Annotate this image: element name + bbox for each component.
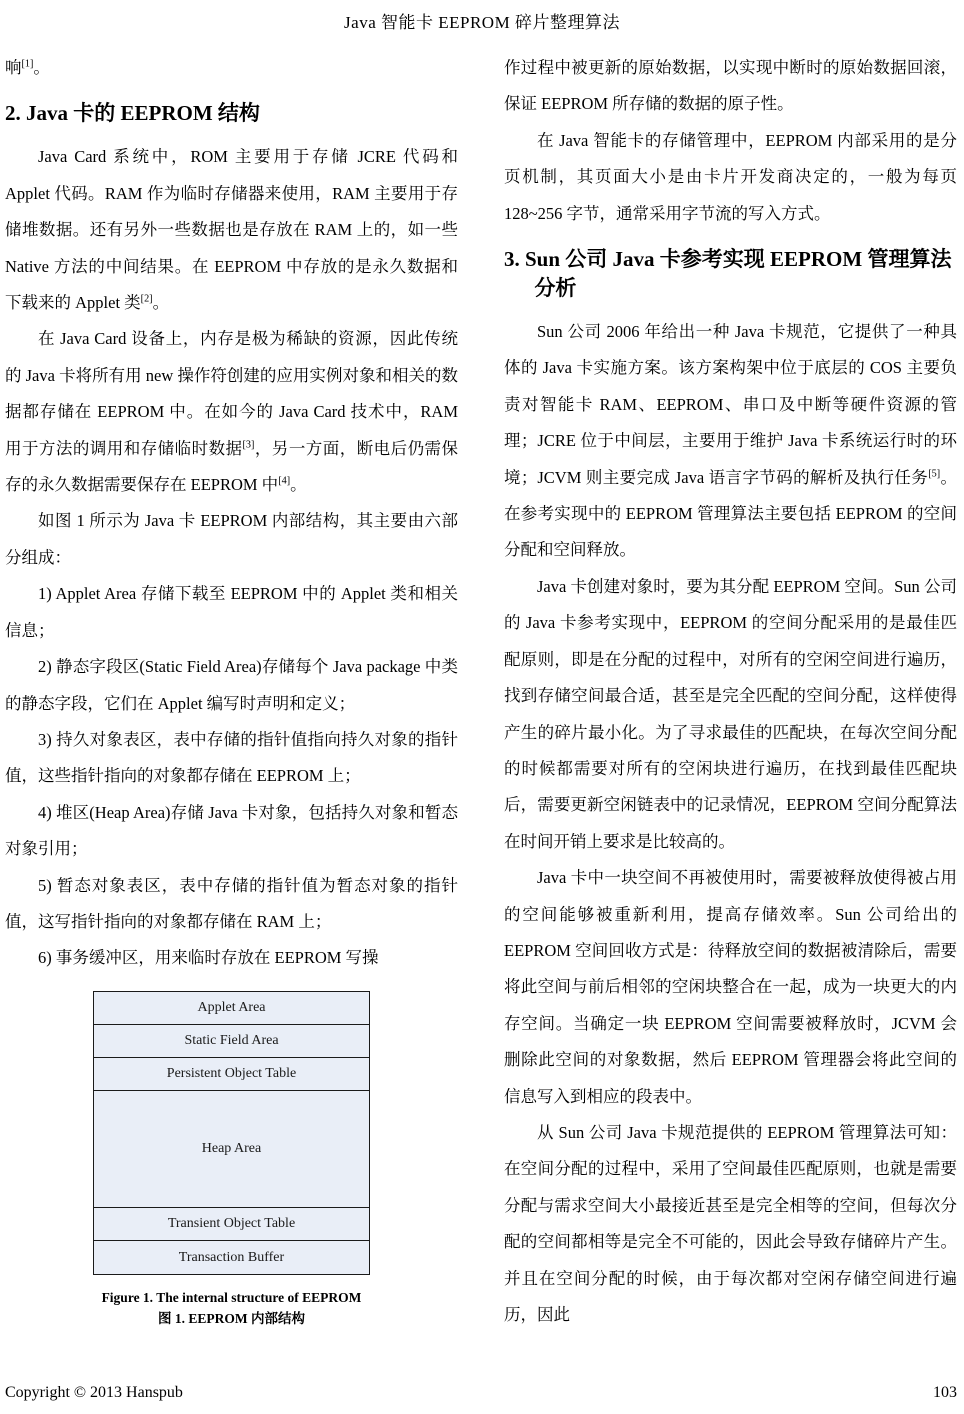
list-item: 2) 静态字段区(Static Field Area)存储每个 Java package 中类的静态字段，它们在 Applet 编写时声明和定义； [5,657,458,713]
paragraph: 从 Sun 公司 Java 卡规范提供的 EEPROM 管理算法可知：在空间分配的过程中，采用了空间最佳匹配原则，也就是需要分配与需求空间大小最接近甚至是完全相等的空间，但每次分配的空间都相等是完全不可能的，因此会导致存储碎片产生。并且在空间分配的时候，由于每次都对空闲存储空间进行遍历，因此 [504,1122,957,1324]
list-item: 4) 堆区(Heap Area)存储 Java 卡对象，包括持久对象和暂态对象引用； [5,802,458,859]
page-number: 103 [933,1384,957,1401]
paragraph: 在 Java Card 设备上，内存是极为稀缺的资源，因此传统的 Java 卡将所有用 new 操作符创建的应用实例对象和相关的数据都存储在 EEPROM 中。在如今的 Java Card 技术中，RAM 用于方法的调用和存储临时数据[3]，另一方面，断电后仍需保存的永久数据需要保存在 EEPROM 中[4]。 [5,329,459,495]
figure-row-transient-object-table: Transient Object Table [94,1208,369,1241]
list-item: 1) Applet Area 存储下载至 EEPROM 中的 Applet 类和相关信息； [5,584,458,640]
figure-row-persistent-object-table: Persistent Object Table [94,1058,369,1091]
figure-row-heap-area: Heap Area [94,1091,369,1208]
figure-row-static-field-area: Static Field Area [94,1025,369,1058]
copyright-text: Copyright © 2013 Hanspub [5,1384,183,1401]
figure-caption-chinese: 图 1. EEPROM 内部结构 [158,1310,305,1326]
list-item: 5) 暂态对象表区，表中存储的指针值为暂态对象的指针值，这写指针指向的对象都存储在 RAM 上； [5,875,458,931]
section-2-heading: 2. Java 卡的 EEPROM 结构 [5,101,260,126]
two-column-body [5,50,957,1333]
left-column [5,50,458,1333]
figure-1 [5,991,458,1329]
paragraph: 在 Java 智能卡的存储管理中，EEPROM 内部采用的是分页机制，其页面大小是由卡片开发商决定的，一般为每页 128~256 字节，通常采用字节流的写入方式。 [504,130,957,223]
page-title: Java 智能卡 EEPROM 碎片整理算法 [344,13,620,32]
paragraph: Java 卡创建对象时，要为其分配 EEPROM 空间。Sun 公司的 Java 卡参考实现中，EEPROM 的空间分配采用的是最佳匹配原则，即是在分配的过程中，对所有的空闲空间进行遍历，找到存储空间最合适，甚至是完全匹配的空间分配，这样使得产生的碎片最小化。为了寻求最佳的匹配块，在每次空间分配的时候都需要对所有的空闲块进行遍历，在找到最佳匹配块后，需要更新空闲链表中的记录情况，EEPROM 空间分配算法在时间开销上要求是比较高的。 [504,576,957,851]
eeprom-structure-diagram [93,991,370,1275]
paragraph: Sun 公司 2006 年给出一种 Java 卡规范，它提供了一种具体的 Java 卡实施方案。该方案构架中位于底层的 COS 主要负责对智能卡 RAM、EEPROM、串口及中断等硬件资源的管理；JCRE 位于中间层，主要用于维护 Java 卡系统运行时的环境；JCVM 则主要完成 Java 语言字节码的解析及执行任务[5]。在参考实现中的 EEPROM 管理算法主要包括 EEPROM 的空间分配和空间释放。 [504,322,957,560]
list-item: 6) 事务缓冲区，用来临时存放在 EEPROM 写操 [38,948,379,968]
paragraph-continuation: 作过程中被更新的原始数据，以实现中断时的原始数据回滚，保证 EEPROM 所存储的数据的原子性。 [504,58,957,114]
figure-row-applet-area: Applet Area [94,992,369,1025]
paragraph-continuation: 响[1]。 [5,58,50,77]
page-footer [5,1384,957,1402]
paragraph: Java 卡中一块空间不再被使用时，需要被释放使得被占用的空间能够被重新利用，提高存储效率。Sun 公司给出的 EEPROM 空间回收方式是：待释放空间的数据被清除后，需要将此空间与前后相邻的空闲块整合在一起，成为一块更大的内存空间。当确定一块 EEPROM 空间需要被释放时，JCVM 会删除此空间的对象数据，然后 EEPROM 管理器会将此空间的信息写入到相应的段表中。 [504,868,957,1106]
figure-caption-english: Figure 1. The internal structure of EEPROM [101,1289,362,1305]
paragraph: Java Card 系统中，ROM 主要用于存储 JCRE 代码和 Applet 代码。RAM 作为临时存储器来使用，RAM 主要用于存储堆数据。还有另外一些数据也是存放在 RAM 上的，如一些 Native 方法的中间结果。在 EEPROM 中存放的是永久数据和下载来的 Applet 类[2]。 [5,147,458,313]
section-3-heading: 3. Sun 公司 Java 卡参考实现 EEPROM 管理算法分析 [504,247,952,301]
right-column [504,50,957,1333]
list-item: 3) 持久对象表区，表中存储的指针值指向持久对象的指针值，这些指针指向的对象都存储在 EEPROM 上； [5,729,458,786]
paragraph: 如图 1 所示为 Java 卡 EEPROM 内部结构，其主要由六部分组成： [5,511,458,567]
figure-row-transaction-buffer: Transaction Buffer [94,1241,369,1274]
